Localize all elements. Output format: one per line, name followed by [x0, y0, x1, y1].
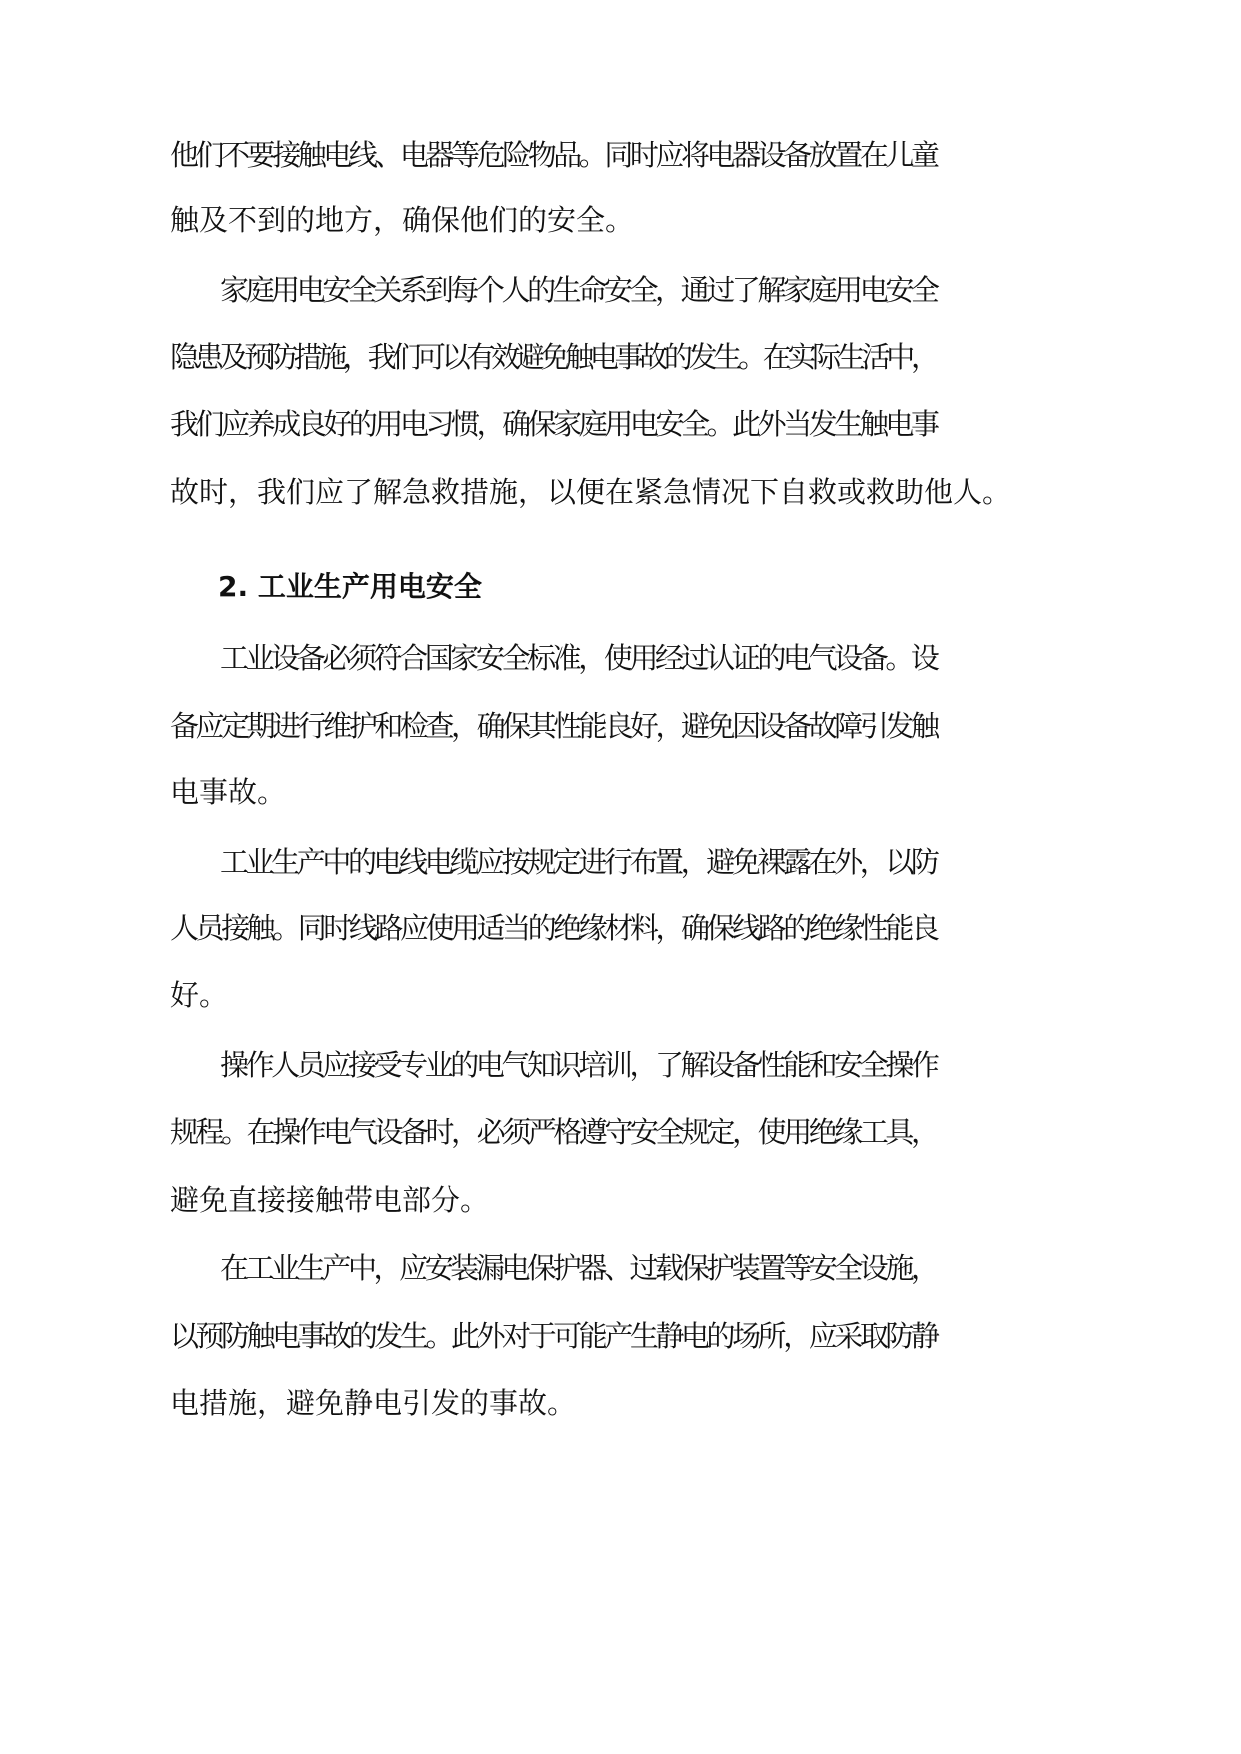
paragraph-line: 规程。在操作电气设备时，必须严格遵守安全规定，使用绝缘工具， [170, 1115, 937, 1149]
paragraph-line: 电措施，避免静电引发的事故。 [170, 1386, 577, 1420]
paragraph-line: 他们不要接触电线、电器等危险物品。同时应将电器设备放置在儿童 [170, 138, 937, 172]
paragraph-line: 以预防触电事故的发生。此外对于可能产生静电的场所，应采取防静 [170, 1319, 937, 1353]
paragraph-line: 家庭用电安全关系到每个人的生命安全，通过了解家庭用电安全 [220, 273, 937, 307]
paragraph-line: 操作人员应接受专业的电气知识培训，了解设备性能和安全操作 [220, 1048, 937, 1082]
paragraph-line: 故时，我们应了解急救措施，以便在紧急情况下自救或救助他人。 [170, 475, 1012, 509]
paragraph-line: 工业设备必须符合国家安全标准，使用经过认证的电气设备。设 [220, 641, 937, 675]
paragraph-line: 人员接触。同时线路应使用适当的绝缘材料，确保线路的绝缘性能良 [170, 911, 937, 945]
section-heading: 2. 工业生产用电安全 [218, 570, 482, 603]
paragraph-line: 备应定期进行维护和检查，确保其性能良好，避免因设备故障引发触 [170, 709, 937, 743]
paragraph-line: 在工业生产中，应安装漏电保护器、过载保护装置等安全设施， [220, 1251, 937, 1285]
paragraph-line: 电事故。 [170, 775, 287, 809]
paragraph-line: 避免直接接触带电部分。 [170, 1183, 490, 1217]
paragraph-line: 工业生产中的电线电缆应按规定进行布置，避免裸露在外，以防 [220, 845, 937, 879]
paragraph-line: 触及不到的地方，确保他们的安全。 [170, 203, 635, 237]
paragraph-line: 我们应养成良好的用电习惯，确保家庭用电安全。此外当发生触电事 [170, 407, 937, 441]
paragraph-line: 隐患及预防措施，我们可以有效避免触电事故的发生。在实际生活中， [170, 340, 936, 374]
paragraph-line: 好。 [170, 978, 229, 1012]
